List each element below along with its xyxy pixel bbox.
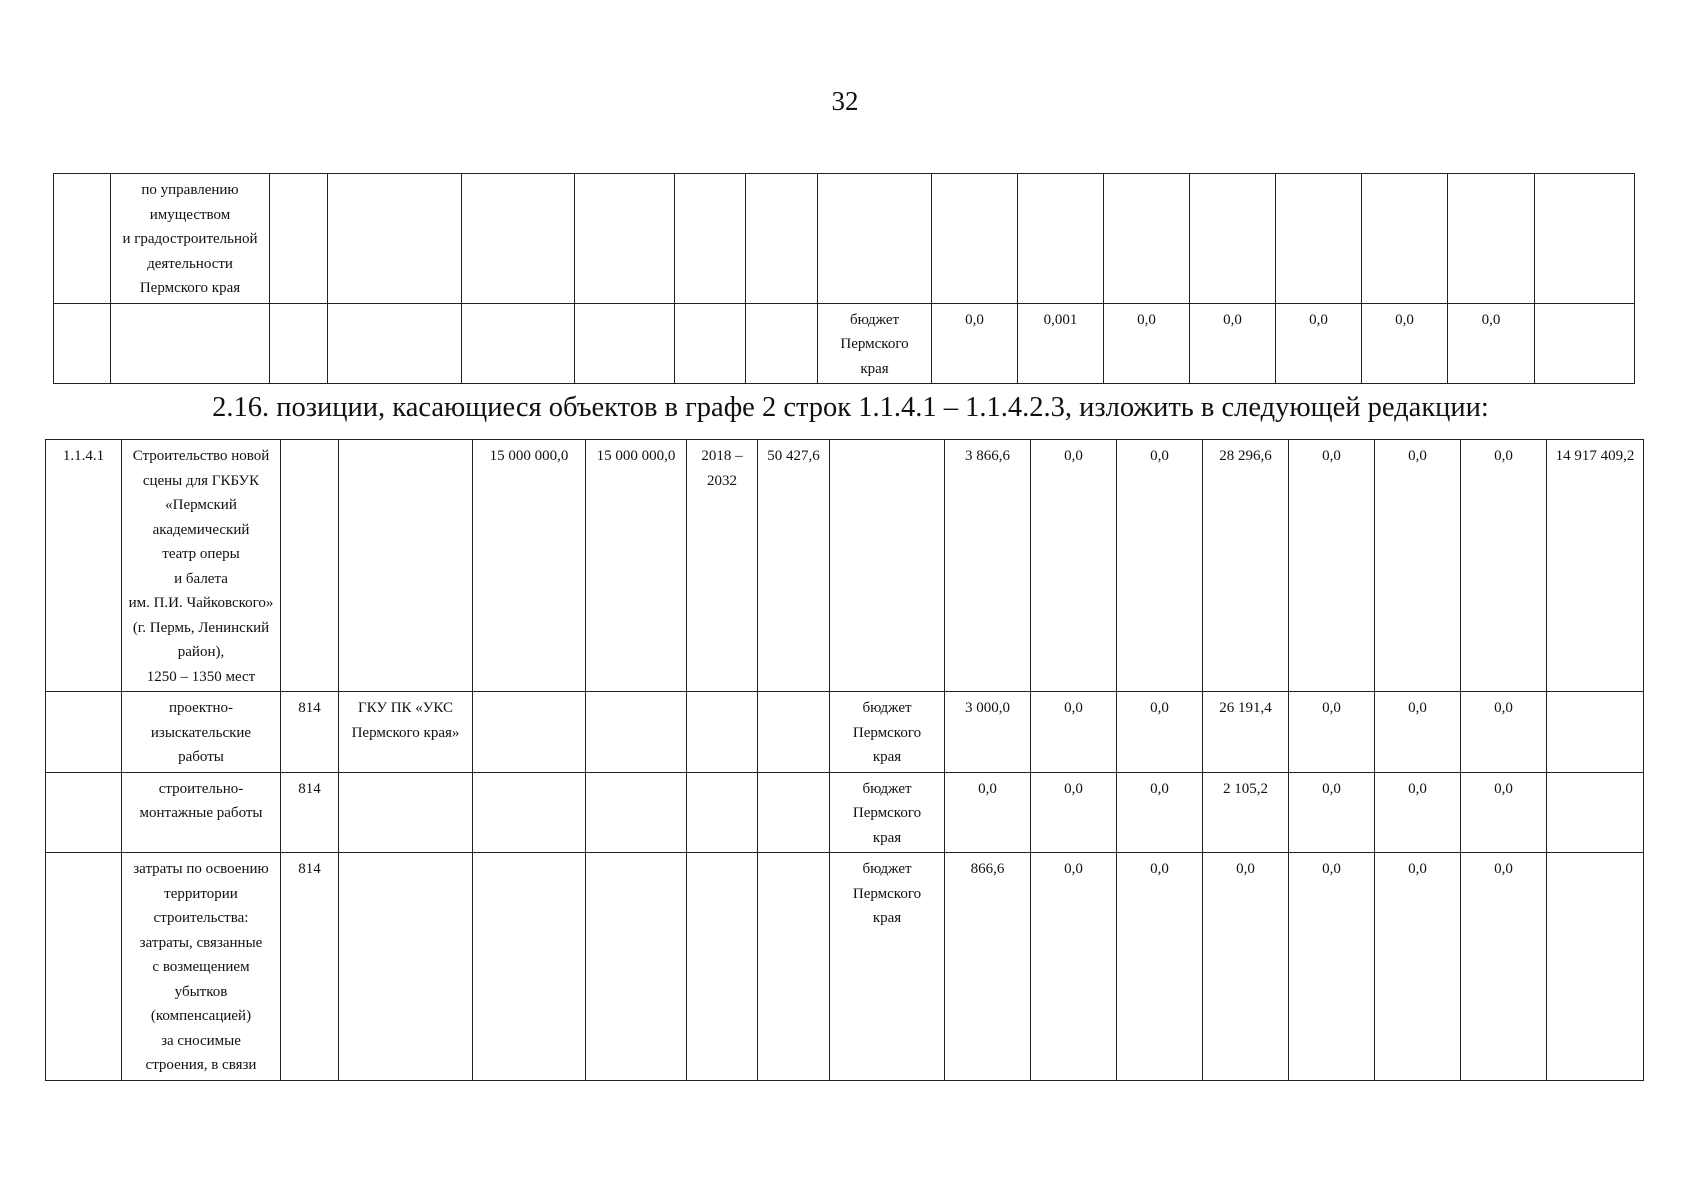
capacity-cell: 15 000 000,0: [473, 440, 586, 692]
value-cell: 26 191,4: [1203, 692, 1289, 773]
budget-code-cell: 814: [281, 853, 339, 1081]
table-row: [54, 174, 1635, 304]
value-cell: 0,0: [1276, 303, 1362, 384]
value-cell: 0,0: [1203, 853, 1289, 1081]
page-number: 32: [831, 86, 859, 116]
budget-code-cell: 814: [281, 772, 339, 853]
row-code: 1.1.4.1: [46, 440, 122, 692]
budget-code-cell: 814: [281, 692, 339, 773]
value-cell: 0,0: [945, 772, 1031, 853]
funding-source-cell: бюджет Пермского края: [830, 772, 945, 853]
value-cell: 3 866,6: [945, 440, 1031, 692]
value-cell: 0,0: [1289, 853, 1375, 1081]
value-cell: 0,0: [1375, 853, 1461, 1081]
work-type-cell: проектно- изыскательские работы: [122, 692, 281, 773]
table-continuation: [53, 173, 1635, 384]
amount-cell: 50 427,6: [758, 440, 830, 692]
value-cell: 2 105,2: [1203, 772, 1289, 853]
value-cell: 0,0: [1362, 303, 1448, 384]
value-cell: 3 000,0: [945, 692, 1031, 773]
value-cell: 0,0: [1117, 772, 1203, 853]
responsible-cell: по управлению имуществом и градостроительной деятельности Пермского края: [111, 174, 270, 304]
value-cell: 0,0: [1031, 772, 1117, 853]
table-row: [46, 692, 1644, 773]
table-row: [46, 772, 1644, 853]
value-cell: 0,0: [1375, 692, 1461, 773]
table-objects: [45, 439, 1644, 1081]
value-cell: 0,0: [1461, 440, 1547, 692]
executor-cell: ГКУ ПК «УКС Пермского края»: [339, 692, 473, 773]
value-cell: 0,0: [1190, 303, 1276, 384]
value-cell: 0,001: [1018, 303, 1104, 384]
value-cell: 28 296,6: [1203, 440, 1289, 692]
value-cell: 866,6: [945, 853, 1031, 1081]
value-cell: 0,0: [1375, 440, 1461, 692]
value-cell: 0,0: [1031, 853, 1117, 1081]
work-type-cell: строительно- монтажные работы: [122, 772, 281, 853]
value-cell: 0,0: [1117, 692, 1203, 773]
value-cell: 0,0: [1461, 692, 1547, 773]
value-cell: 0,0: [1289, 692, 1375, 773]
value-cell: 0,0: [1289, 440, 1375, 692]
value-cell: 0,0: [1104, 303, 1190, 384]
cost-cell: 15 000 000,0: [586, 440, 687, 692]
funding-source-cell: бюджет Пермского края: [830, 692, 945, 773]
value-cell: 0,0: [1031, 692, 1117, 773]
value-cell: 0,0: [1031, 440, 1117, 692]
table-row: [46, 440, 1644, 692]
table-row: [54, 303, 1635, 384]
value-cell: 0,0: [1448, 303, 1535, 384]
value-cell: 0,0: [1461, 853, 1547, 1081]
value-cell: 0,0: [1461, 772, 1547, 853]
period-cell: 2018 – 2032: [687, 440, 758, 692]
value-cell: 0,0: [1117, 440, 1203, 692]
table-row: [46, 853, 1644, 1081]
value-cell: 0,0: [1289, 772, 1375, 853]
work-type-cell: затраты по освоению территории строительства: затраты, связанные с возмещением убытков (компенсацией) за сносимые строения, в связи: [122, 853, 281, 1081]
value-cell: 0,0: [1375, 772, 1461, 853]
funding-source-cell: бюджет Пермского края: [830, 853, 945, 1081]
value-cell: 0,0: [932, 303, 1018, 384]
funding-source-cell: бюджет Пермского края: [818, 303, 932, 384]
total-cell: 14 917 409,2: [1547, 440, 1644, 692]
value-cell: 0,0: [1117, 853, 1203, 1081]
section-heading: 2.16. позиции, касающиеся объектов в графе 2 строк 1.1.4.1 – 1.1.4.2.3, изложить в следующей редакции:: [212, 392, 1489, 423]
object-name-cell: Строительство новой сцены для ГКБУК «Пермский академический театр оперы и балета им. П.И. Чайковского» (г. Пермь, Ленинский район), 1250 – 1350 мест: [122, 440, 281, 692]
